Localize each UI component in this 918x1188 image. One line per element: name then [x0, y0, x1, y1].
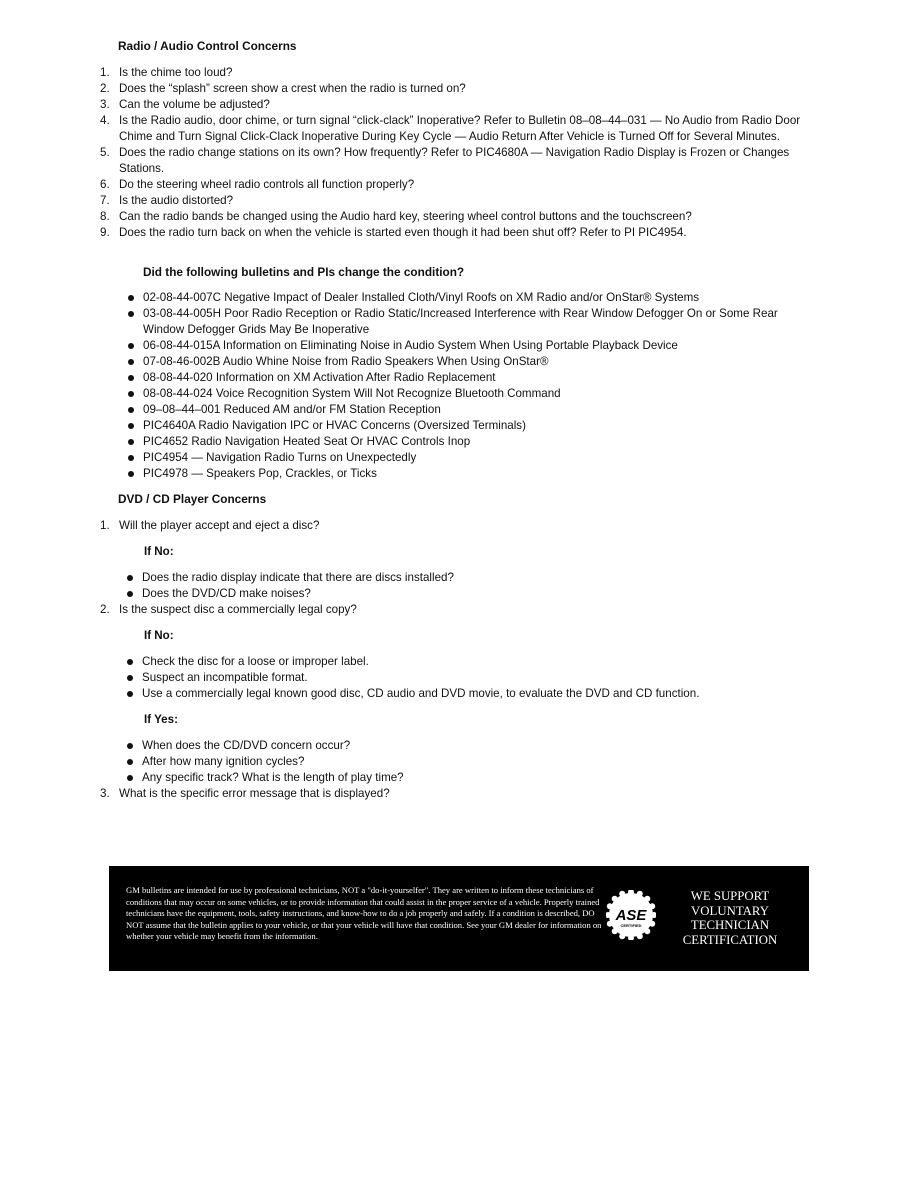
if-no-label: If No:	[144, 629, 174, 642]
list-item: 4. Is the Radio audio, door chime, or turn signal “click-clack” Inoperative? Refer to Bulletin 08–08–44–031 — No Audio from Radio Door Chime and Turn Signal Click-Clack Inoperative During Key Cycle — Audio Return After Vehicle is Turned Off for Several Minutes.	[100, 114, 801, 143]
list-item: 08-08-44-020 Information on XM Activation After Radio Replacement	[128, 370, 813, 386]
list-item: Suspect an incompatible format.	[127, 670, 828, 686]
list-item: 9. Does the radio turn back on when the vehicle is started even though it had been shut off? Refer to PI PIC4954.	[100, 226, 687, 239]
disclaimer-banner	[109, 866, 809, 971]
list-item: 3. What is the specific error message that is displayed?	[100, 787, 390, 800]
dvd-section-heading: DVD / CD Player Concerns	[118, 492, 267, 506]
list-item: Does the DVD/CD make noises?	[127, 586, 828, 602]
ase-certified-logo	[606, 890, 656, 940]
certification-text: WE SUPPORT VOLUNTARY TECHNICIAN CERTIFICATION	[682, 889, 778, 947]
list-item: 7. Is the audio distorted?	[100, 194, 234, 207]
list-item: 09–08–44–001 Reduced AM and/or FM Station Reception	[128, 402, 813, 418]
list-item: Use a commercially legal known good disc, CD audio and DVD movie, to evaluate the DVD and CD function.	[127, 686, 828, 702]
list-item: 02-08-44-007C Negative Impact of Dealer Installed Cloth/Vinyl Roofs on XM Radio and/or OnStar® Systems	[128, 290, 813, 306]
list-item: 1. Is the chime too loud?	[100, 66, 233, 79]
q2-no-list	[127, 654, 828, 702]
list-item: 2. Does the “splash” screen show a crest when the radio is turned on?	[100, 82, 466, 95]
list-item: Does the radio display indicate that there are discs installed?	[127, 570, 828, 586]
list-item: After how many ignition cycles?	[127, 754, 828, 770]
list-item: Any specific track? What is the length of play time?	[127, 770, 828, 786]
q1-no-list	[127, 570, 828, 602]
list-item: PIC4978 — Speakers Pop, Crackles, or Ticks	[128, 466, 813, 482]
list-item: 8. Can the radio bands be changed using the Audio hard key, steering wheel control buttons and the touchscreen?	[100, 210, 692, 223]
list-item: 5. Does the radio change stations on its own? How frequently? Refer to PIC4680A — Navigation Radio Display is Frozen or Changes Stations.	[100, 146, 790, 175]
list-item: PIC4652 Radio Navigation Heated Seat Or HVAC Controls Inop	[128, 434, 813, 450]
svg-text:CERTIFIED: CERTIFIED	[620, 923, 642, 928]
list-item: 3. Can the volume be adjusted?	[100, 98, 270, 111]
svg-text:ASE: ASE	[615, 907, 647, 924]
list-item: 6. Do the steering wheel radio controls all function properly?	[100, 178, 415, 191]
list-item: Check the disc for a loose or improper label.	[127, 654, 828, 670]
list-item: PIC4954 — Navigation Radio Turns on Unexpectedly	[128, 450, 813, 466]
list-item: 1. Will the player accept and eject a disc? If No: Does the radio display indicate that there are discs installed? Does the DVD/CD make noises?	[100, 518, 828, 602]
list-item: 06-08-44-015A Information on Eliminating Noise in Audio System When Using Portable Playback Device	[128, 338, 813, 354]
list-item: PIC4640A Radio Navigation IPC or HVAC Concerns (Oversized Terminals)	[128, 418, 813, 434]
list-item: When does the CD/DVD concern occur?	[127, 738, 828, 754]
radio-concerns-list	[100, 65, 828, 241]
list-item: 08-08-44-024 Voice Recognition System Will Not Recognize Bluetooth Command	[128, 386, 813, 402]
if-no-label: If No:	[144, 545, 174, 558]
if-yes-label: If Yes:	[144, 713, 178, 726]
q2-yes-list	[127, 738, 828, 786]
bulletins-list	[128, 290, 813, 482]
disclaimer-text: GM bulletins are intended for use by professional technicians, NOT a "do-it-yourselfer". They are written to inform these technicians of conditions that may occur on some vehicles, or to provide information that could assist in the proper service of a vehicle. Properly trained technicians have the equipment, tools, safety instructions, and know-how to do a job properly and safely. If a condition is described, DO NOT assume that the bulletin applies to your vehicle, or that your vehicle will have that condition. See your GM dealer for information on whether your vehicle may benefit from the information.	[126, 885, 602, 941]
dvd-concerns-list	[100, 518, 828, 802]
bulletins-question-heading: Did the following bulletins and PIs change the condition?	[143, 265, 465, 279]
radio-section-heading: Radio / Audio Control Concerns	[118, 39, 297, 53]
list-item: 03-08-44-005H Poor Radio Reception or Radio Static/Increased Interference with Rear Window Defogger On or Some Rear Window Defogger Grids May Be Inoperative	[128, 306, 813, 338]
list-item: 2. Is the suspect disc a commercially legal copy? If No: Check the disc for a loose or improper label. Suspect an incompatible format. Use a commercially legal known good disc, CD audio and DVD movie, to evaluate the DVD and CD function. If Yes: When does the CD/DVD concern occur? After how many ignition cycles? Any specific track? What is the length of play time?	[100, 602, 828, 786]
list-item: 07-08-46-002B Audio Whine Noise from Radio Speakers When Using OnStar®	[128, 354, 813, 370]
